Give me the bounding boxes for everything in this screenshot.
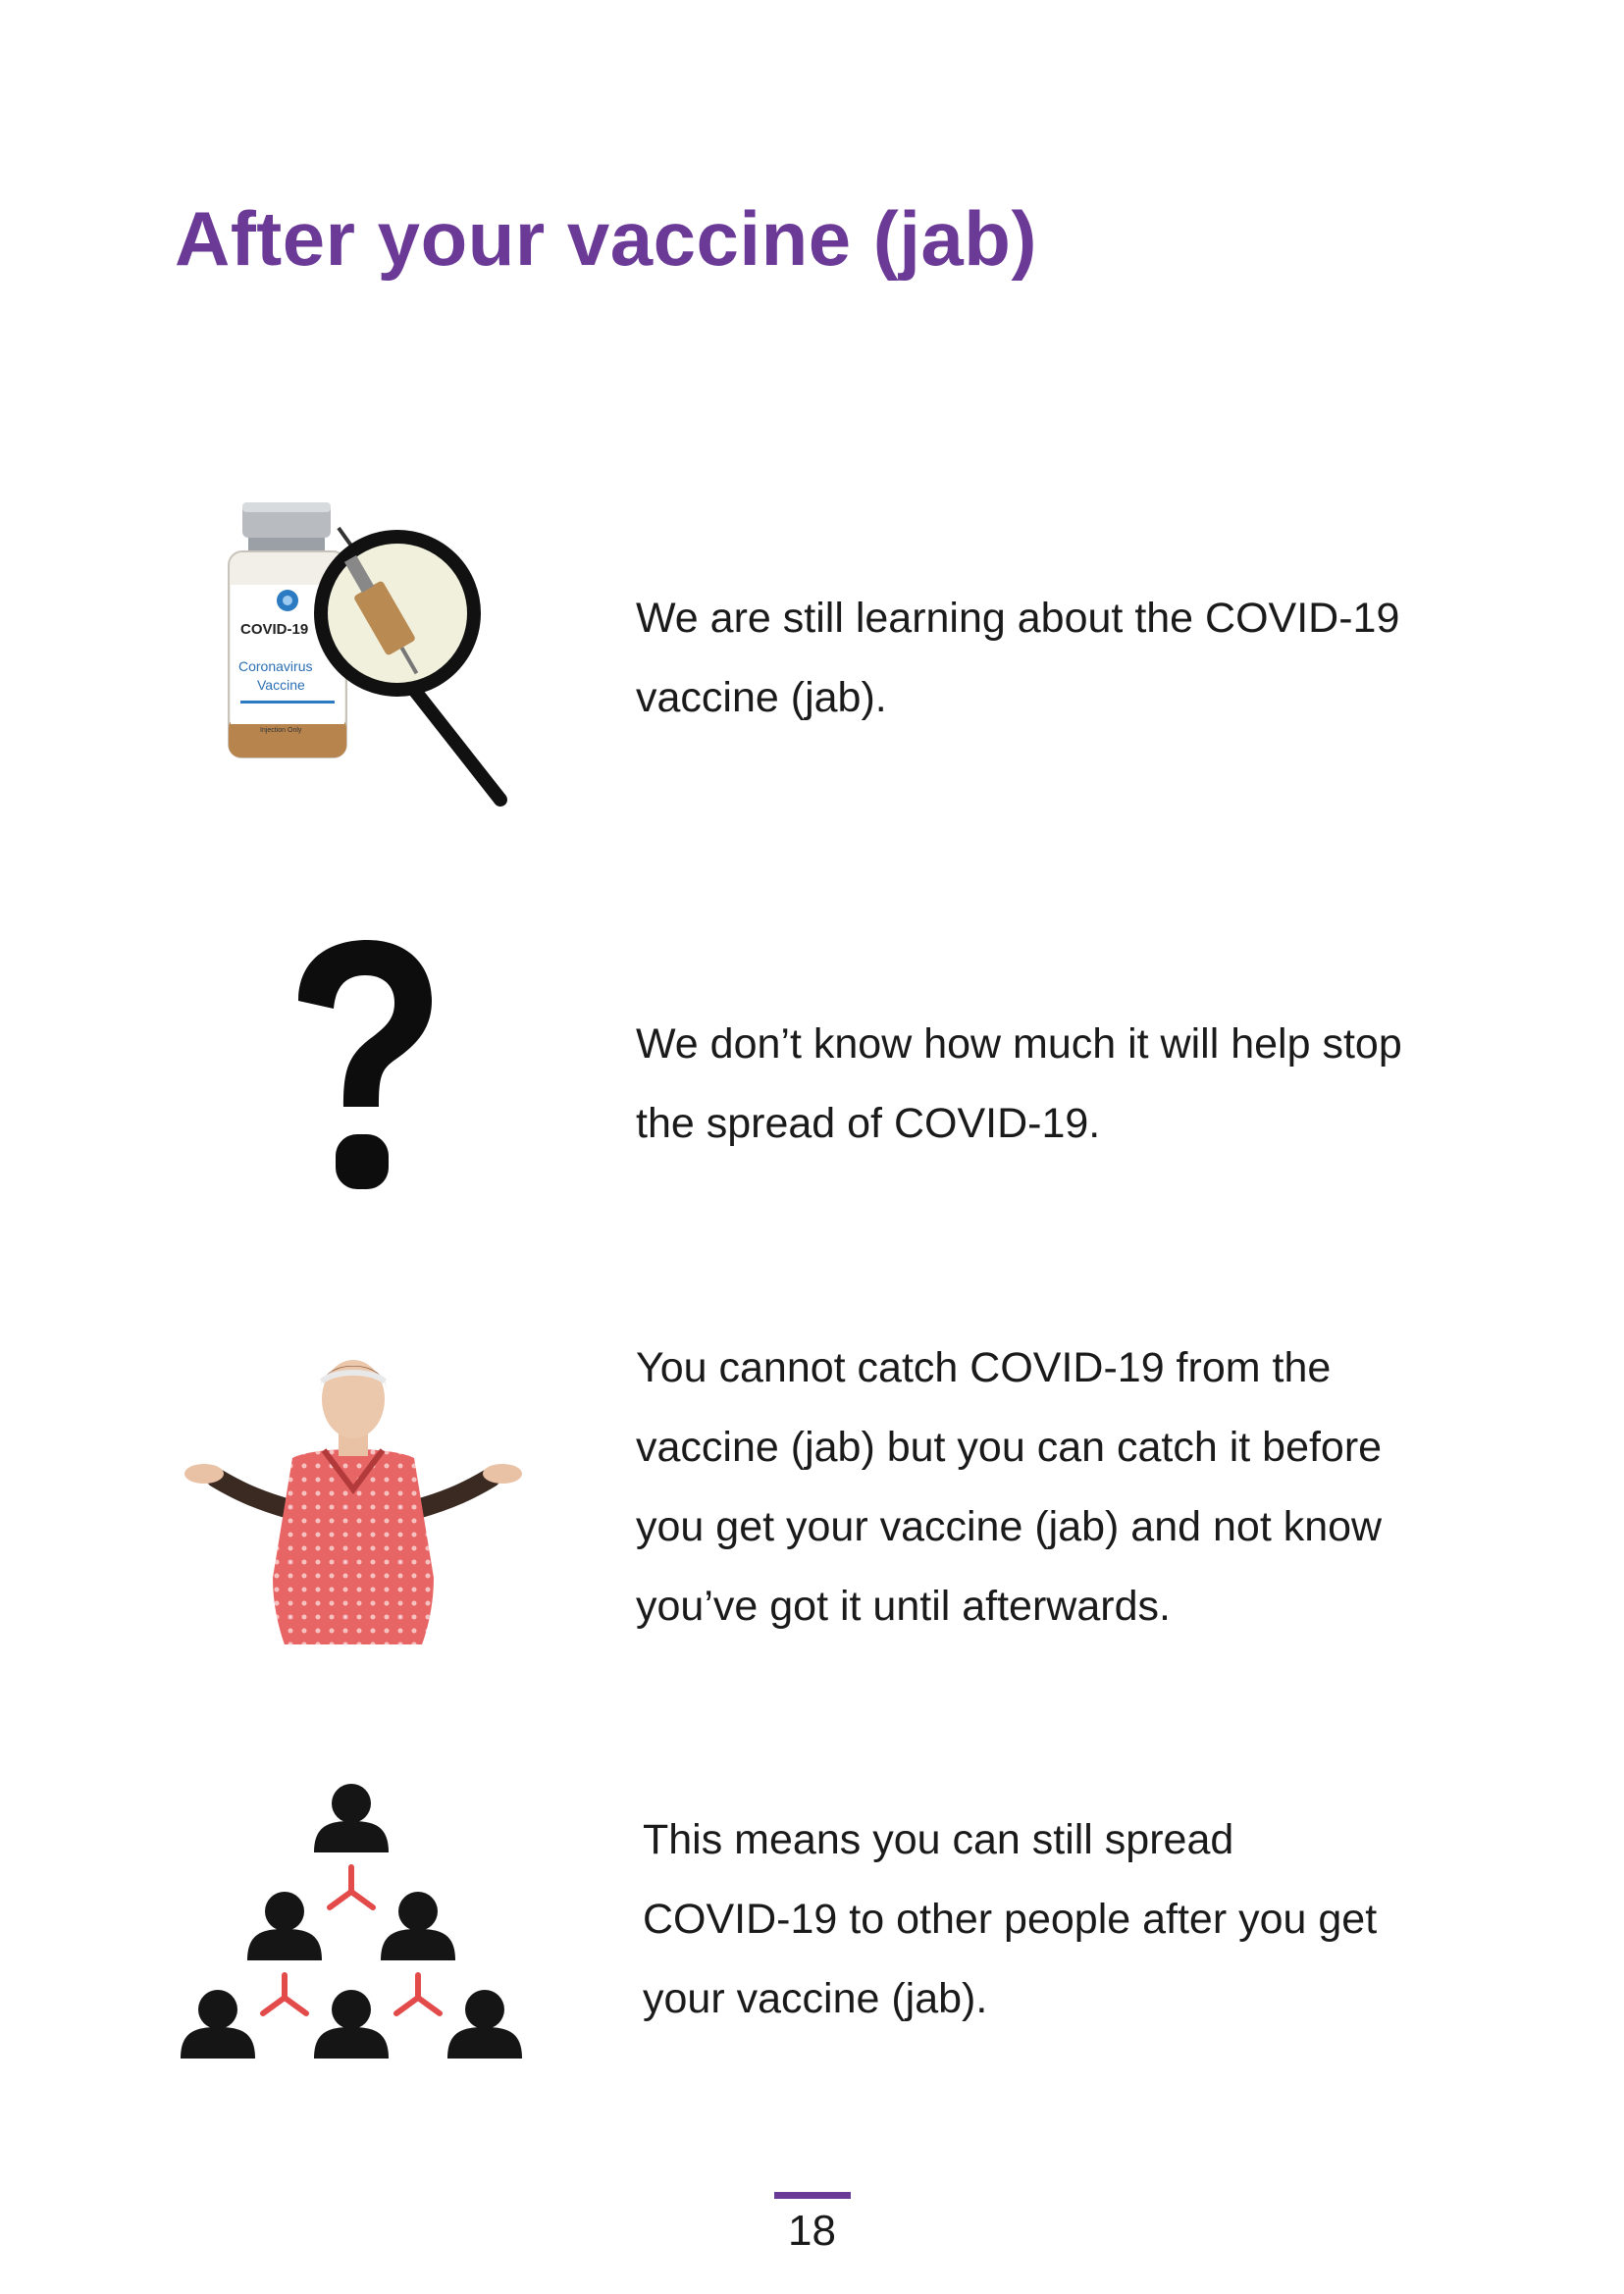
text-line: vaccine (jab). bbox=[636, 674, 887, 721]
text-line: your vaccine (jab). bbox=[643, 1975, 988, 2022]
text-line: you get your vaccine (jab) and not know bbox=[636, 1503, 1383, 1550]
row-text bbox=[636, 1005, 1519, 1164]
row-text bbox=[636, 579, 1519, 738]
vial-label-injection: Injection Only bbox=[260, 727, 302, 734]
vial-label-vaccine: Vaccine bbox=[257, 677, 305, 693]
shrugging-person-icon bbox=[177, 1352, 530, 1646]
vial-label-covid: COVID-19 bbox=[240, 621, 309, 638]
vial-label-coronavirus: Coronavirus bbox=[238, 658, 313, 674]
text-line: vaccine (jab) but you can catch it before bbox=[636, 1424, 1383, 1471]
people-network-icon bbox=[177, 1774, 530, 2059]
page-number: 18 bbox=[788, 2207, 836, 2255]
text-line: We don’t know how much it will help stop bbox=[636, 1020, 1402, 1068]
question-mark-icon bbox=[285, 940, 442, 1205]
row-text bbox=[643, 1800, 1526, 2039]
page-title: After your vaccine (jab) bbox=[175, 195, 1037, 282]
row-text bbox=[636, 1329, 1519, 1646]
text-line: We are still learning about the COVID-19 bbox=[636, 595, 1400, 642]
text-line: you’ve got it until afterwards. bbox=[636, 1583, 1171, 1630]
text-line: You cannot catch COVID-19 from the bbox=[636, 1344, 1332, 1391]
vaccine-vial-magnifier-icon bbox=[221, 491, 535, 814]
text-line: COVID-19 to other people after you get bbox=[643, 1896, 1378, 1943]
text-line: the spread of COVID-19. bbox=[636, 1100, 1101, 1147]
text-line: This means you can still spread bbox=[643, 1816, 1234, 1863]
page-number-rule bbox=[774, 2192, 851, 2199]
page-footer bbox=[0, 2192, 1624, 2256]
